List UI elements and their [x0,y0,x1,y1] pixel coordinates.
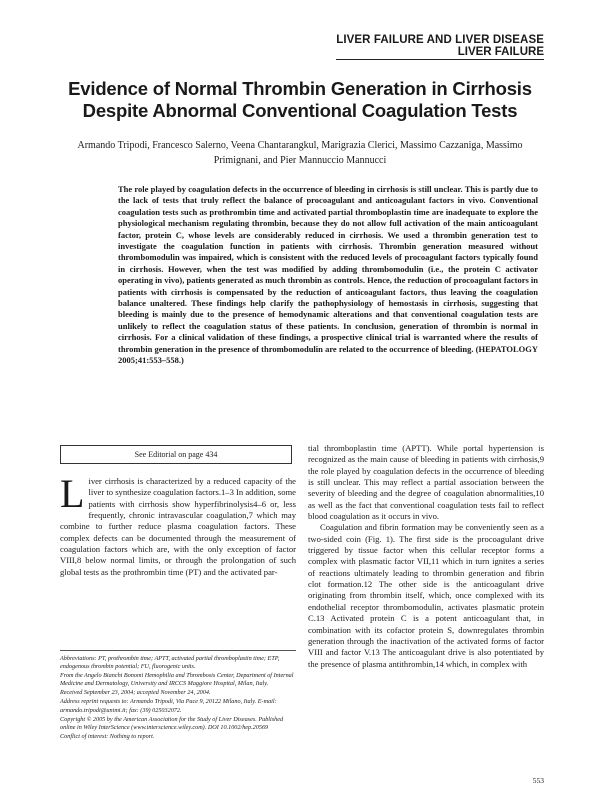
body-column-right [308,443,544,670]
footnote-received: Received September 23, 2004; accepted November 24, 2004. [60,689,211,697]
footnote-address: Address reprint requests to: Armando Tripodi, Via Pace 9, 20122 Milano, Italy. E-mail: armando.tripodi@unimi.it; fax: (39) 025032072. [60,698,277,714]
article-title: Evidence of Normal Thrombin Generation in Cirrhosis Despite Abnormal Conventional Coagulation Tests [68,78,532,121]
footnote-conflict: Conflict of interest: Nothing to report. [60,732,155,740]
section-title: LIVER FAILURE AND LIVER DISEASE [336,34,544,46]
body-paragraph: iver cirrhosis is characterized by a reduced capacity of the liver to synthesize coagulation factors.1–3 In addition, some patients with cirrhosis show hyperfibrinolysis4–6 or, less frequently, chronic intravascular coagulation,7 which may combine to further reduce plasma coagulation factors. These complex defects can be documented through the measurement of coagulation factors which are, with the only exception of factor VIII,8 below normal limits, or through the prolongation of such global tests as the prothrombin time (PT) and the activated par- [60,476,296,577]
footnote-abbreviations: Abbreviations: PT, prothrombin time; APTT, activated partial thromboplastin time; ETP, endogenous thrombin potential; FU, fluorogenic units. [60,655,280,671]
subsection-title: LIVER FAILURE [336,46,544,60]
footnotes [60,650,296,742]
author-list: Armando Tripodi, Francesco Salerno, Veena Chantarangkul, Marigrazia Clerici, Massimo Cazzaniga, Massimo Primignani, and Pier Mannuccio Mannucci [77,140,523,166]
footnote-affiliation: From the Angelo Bianchi Bonomi Hemophilia and Thrombosis Center, Department of Internal Medicine and Dermatology, University and IRCCS Maggiore Hospital, Milan, Italy. [60,672,294,688]
page-number: 553 [532,776,544,785]
abstract [118,184,538,367]
drop-cap: L [60,471,85,516]
body-paragraph: tial thromboplastin time (APTT). While portal hypertension is recognized as the main cause of bleeding in patients with cirrhosis,9 the role played by coagulation defects in the occurrence of bleeding is still unclear. This may reflect a partial association between the severity of bleeding and the degree of coagulation abnormalities,10 as well as the fact that conventional coagulation tests fail to reflect blood coagulation as it occurs in vivo. [308,443,544,522]
body-paragraph: Coagulation and fibrin formation may be conveniently seen as a two-sided coin (Fig. 1). The first side is the procoagulant drive triggered by tissue factor when this cellular receptor forms a complex with plasmatic factor VII,11 which in turn ignites a series of reactions ultimately leading to thrombin generation and fibrin clot formation.12 The other side is the anticoagulant drive originating from thrombin itself, which, once complexed with its endothelial receptor thrombomodulin, activates plasmatic protein C.13 Activated protein C is a potent anticoagulant that, in combination with its cofactor protein S, downregulates thrombin generation through the inactivation of the activated forms of factor VIII and factor V.13 The anticoagulant drive is also potentiated by the presence of plasma antithrombin,14 which, in complex with [308,522,544,669]
editorial-notice: See Editorial on page 434 [60,445,292,464]
body-column-left [60,471,296,578]
running-header [336,34,544,60]
footnote-copyright: Copyright © 2005 by the American Association for the Study of Liver Diseases. Published online in Wiley InterScience (www.interscience.wiley.com). DOI 10.1002/hep.20569 [60,715,284,731]
abstract-text: The role played by coagulation defects in the occurrence of bleeding in cirrhosis is still unclear. This is partly due to the lack of tests that truly reflect the balance of procoagulant and anticoagulant factors in vivo. Conventional coagulation tests such as prothrombin time and activated partial thromboplastin time are inadequate to explore the physiological mechanism regulating thrombin, because they do not allow full activation of the main anticoagulant factor, protein C, whose levels are considerably reduced in cirrhosis. We used a thrombin generation test to investigate the coagulation function in patients with cirrhosis. Thrombin generation measured without thrombomodulin was impaired, which is consistent with the reduced levels of procoagulant factors typically found in cirrhosis. However, when the test was modified by adding thrombomodulin (i.e., the protein C activator operating in vivo), patients generated as much thrombin as controls. Hence, the reduction of procoagulant factors in patients with cirrhosis is compensated by the reduction of anticoagulant factors, thus leaving the coagulation balance unaltered. These findings help clarify the pathophysiology of hemostasis in cirrhosis, suggesting that bleeding is mainly due to the presence of hemodynamic alterations and that conventional coagulation tests are unlikely to reflect the coagulation status of these patients. In conclusion, generation of thrombin is normal in cirrhosis. For a clinical validation of these findings, a prospective clinical trial is warranted where the results of thrombin generation in the presence of thrombomodulin are related to the occurrence of bleeding. [118,184,538,354]
journal-citation: (HEPATOLOGY 2005;41:553–558.) [118,343,539,366]
